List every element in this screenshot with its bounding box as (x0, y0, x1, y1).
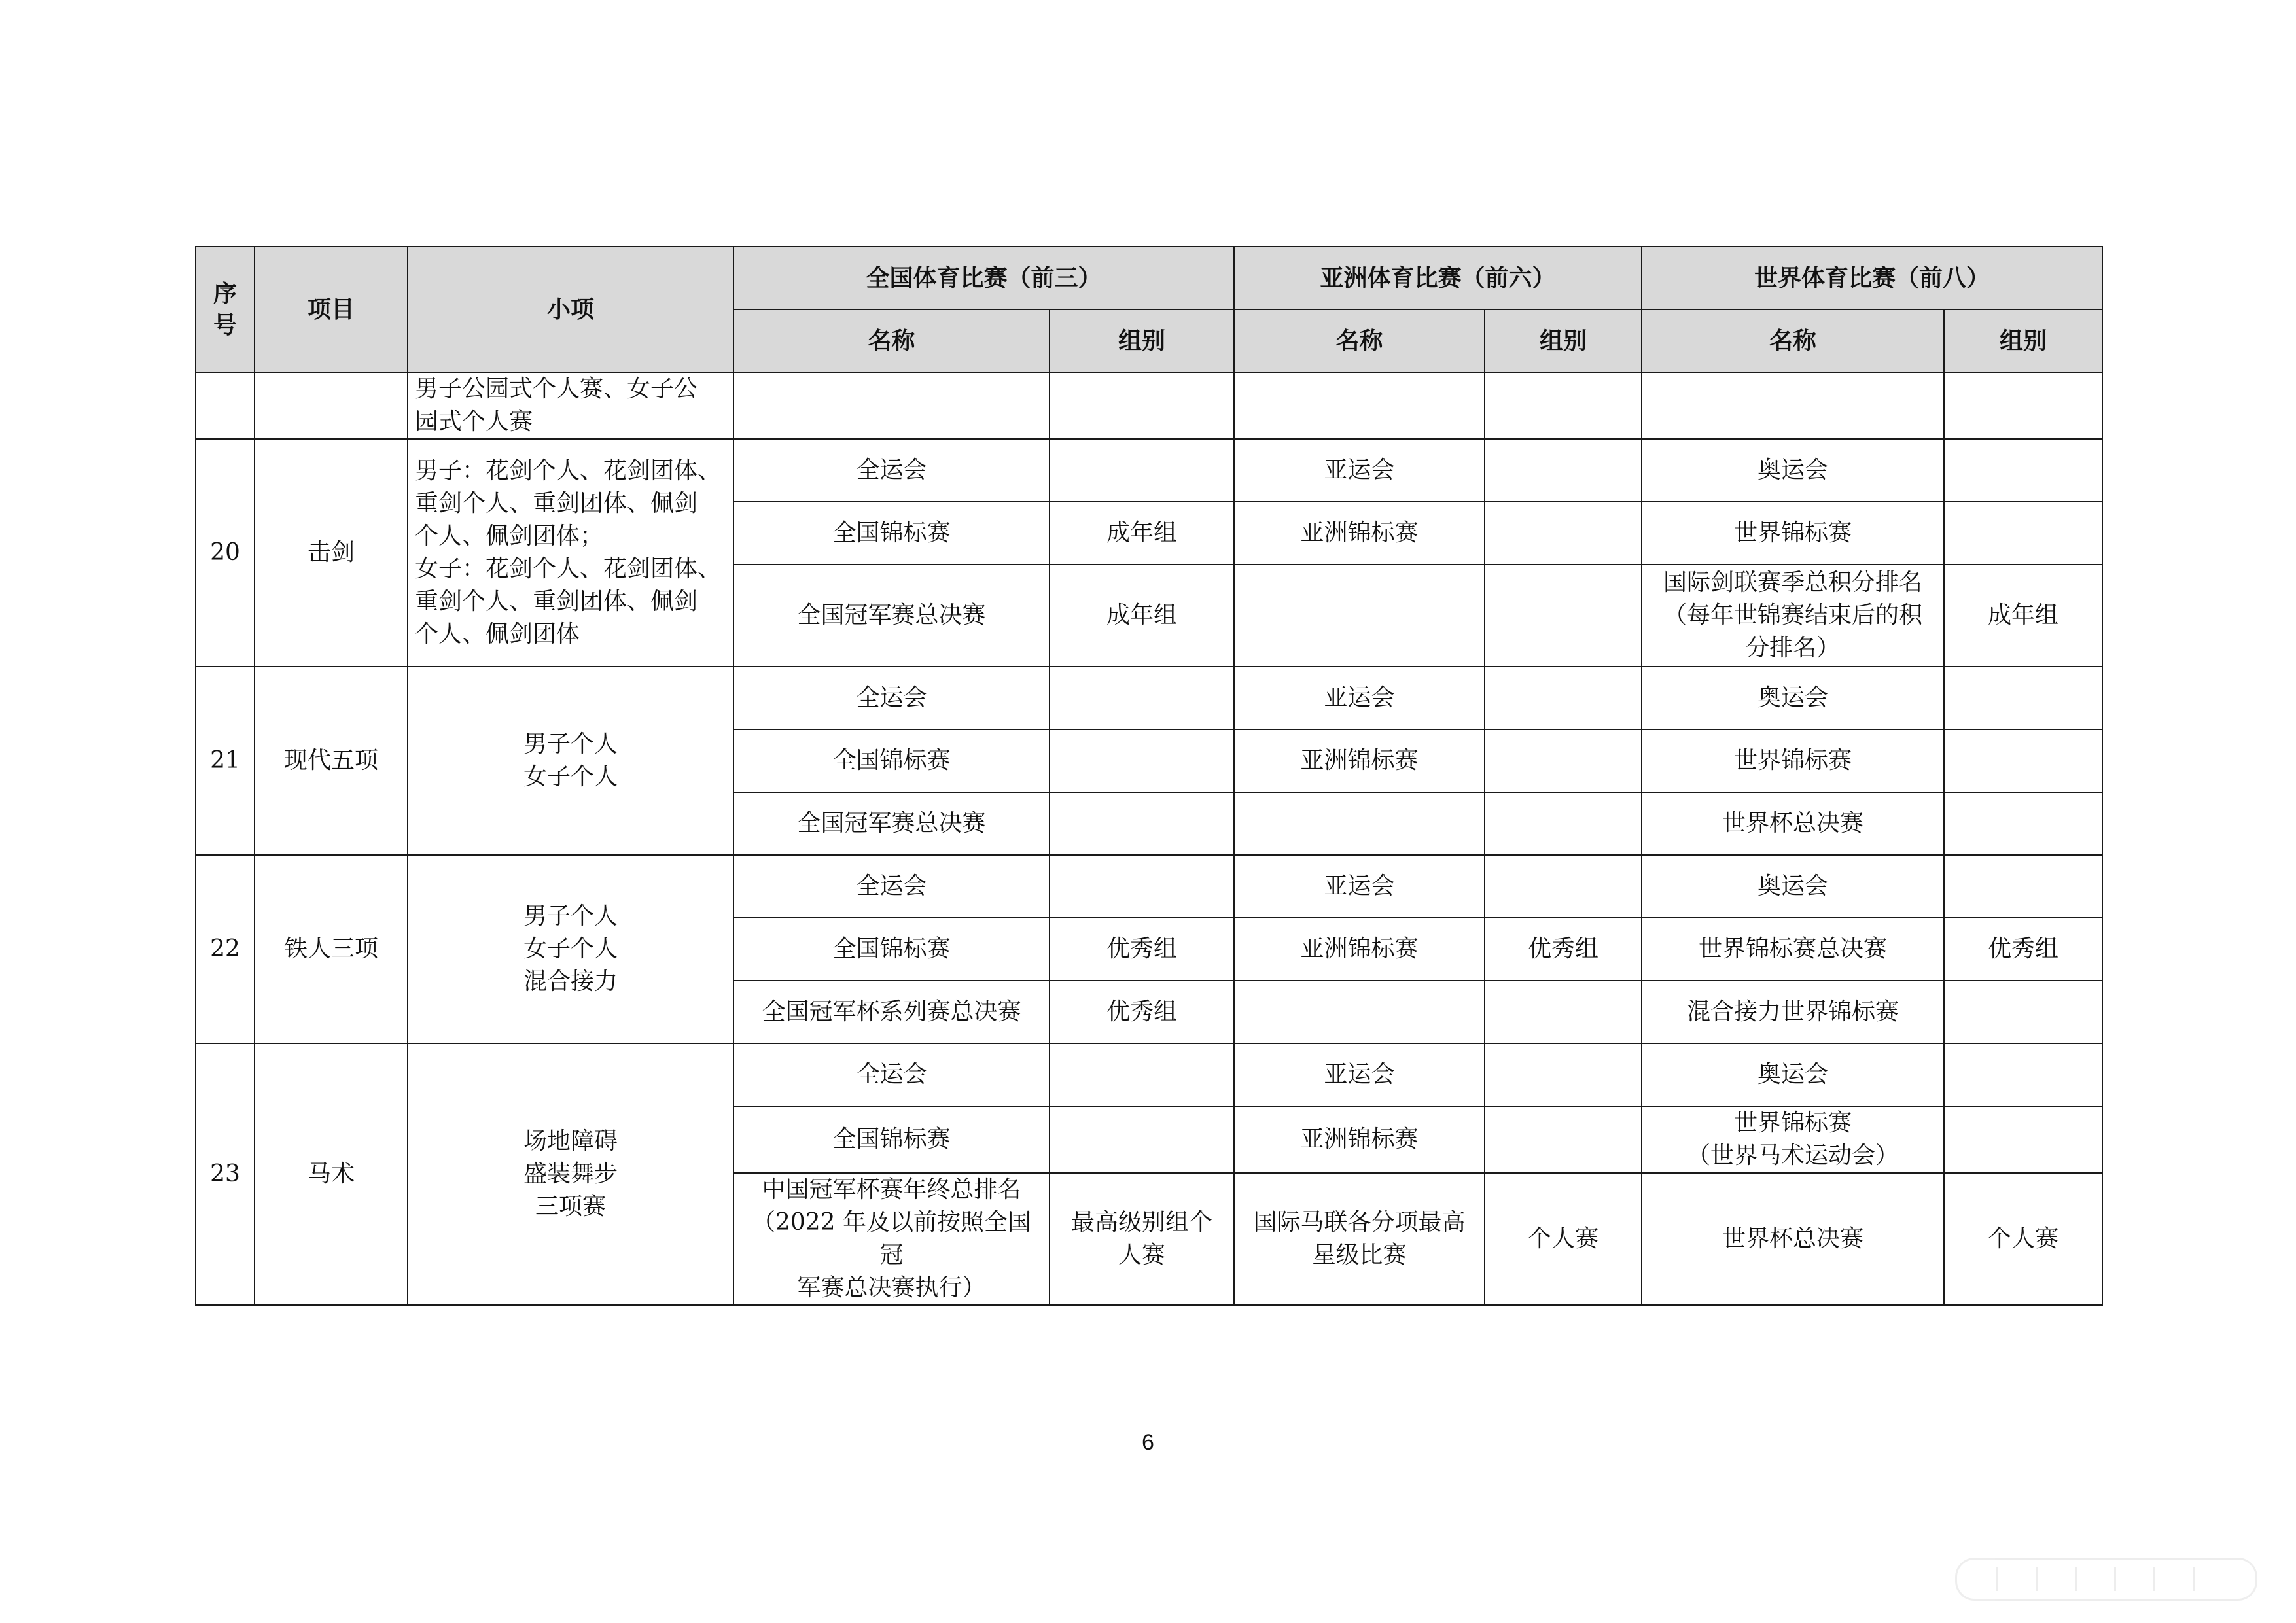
sub-item-cell (408, 372, 733, 439)
sub-item-line: 重剑个人、重剑团体、佩剑 (415, 588, 698, 615)
project-cell: 击剑 (255, 439, 408, 667)
national-group-line: 人赛 (1118, 1242, 1166, 1268)
sub-item-line: 男子公园式个人赛、女子公 (415, 375, 698, 402)
national-group-cell (1050, 1043, 1234, 1106)
world-group-cell (1944, 372, 2102, 439)
world-group-cell (1944, 855, 2102, 918)
sub-item-line: 混合接力 (523, 968, 618, 995)
sub-item-line: 男子：花剑个人、花剑团体、 (415, 457, 722, 484)
world-name-cell (1642, 1106, 1944, 1173)
project-cell: 马术 (255, 1043, 408, 1305)
asian-name-cell (1234, 981, 1485, 1043)
table-row (196, 439, 2102, 502)
national-group-cell (1050, 667, 1234, 729)
sub-item-line: 个人、佩剑团体 (415, 621, 580, 648)
world-name-cell: 世界锦标赛总决赛 (1642, 918, 1944, 981)
asian-name-cell: 亚运会 (1234, 1043, 1485, 1106)
world-group-cell (1944, 792, 2102, 855)
world-group-cell (1944, 667, 2102, 729)
project-cell: 铁人三项 (255, 855, 408, 1043)
table-row (196, 1043, 2102, 1106)
sub-item-line: 男子个人 (523, 731, 618, 758)
world-group-cell (1944, 1106, 2102, 1173)
world-name-line: 世界锦标赛 (1734, 1109, 1852, 1136)
page-number: 6 (1142, 1430, 1154, 1455)
sub-item-line: 男子个人 (523, 903, 618, 930)
asian-group-cell (1485, 565, 1642, 667)
asian-group-cell (1485, 729, 1642, 792)
national-group-cell: 优秀组 (1050, 981, 1234, 1043)
national-group-cell: 成年组 (1050, 565, 1234, 667)
asian-group-cell (1485, 792, 1642, 855)
national-group-cell (1050, 1173, 1234, 1305)
sub-item-line: 盛装舞步 (523, 1161, 618, 1187)
national-name-cell: 全国锦标赛 (733, 729, 1050, 792)
asian-group-cell (1485, 667, 1642, 729)
seq-cell (196, 372, 255, 439)
world-group-cell: 个人赛 (1944, 1173, 2102, 1305)
sub-item-cell (408, 855, 733, 1043)
asian-name-cell (1234, 565, 1485, 667)
world-name-cell: 世界杯总决赛 (1642, 1173, 1944, 1305)
asian-name-cell: 亚洲锦标赛 (1234, 918, 1485, 981)
national-name-cell: 全国锦标赛 (733, 918, 1050, 981)
sub-item-line: 女子：花剑个人、花剑团体、 (415, 555, 722, 582)
national-group-cell (1050, 855, 1234, 918)
seq-cell: 20 (196, 439, 255, 667)
world-name-cell: 世界杯总决赛 (1642, 792, 1944, 855)
table-row (196, 855, 2102, 918)
national-name-line: 中国冠军杯赛年终总排名 (762, 1176, 1021, 1203)
asian-group-cell: 优秀组 (1485, 918, 1642, 981)
header-project: 项目 (255, 247, 408, 372)
header-national-group: 组别 (1050, 309, 1234, 372)
national-group-cell (1050, 792, 1234, 855)
asian-name-cell: 亚运会 (1234, 439, 1485, 502)
world-name-cell (1642, 565, 1944, 667)
asian-name-line: 星级比赛 (1312, 1242, 1407, 1268)
table-row (196, 372, 2102, 439)
world-name-line: 国际剑联赛季总积分排名 (1663, 569, 1923, 596)
national-name-cell: 全运会 (733, 1043, 1050, 1106)
national-group-cell: 优秀组 (1050, 918, 1234, 981)
national-group-cell: 成年组 (1050, 502, 1234, 565)
header-world-name: 名称 (1642, 309, 1944, 372)
world-name-cell (1642, 372, 1944, 439)
national-name-cell: 全国锦标赛 (733, 502, 1050, 565)
asian-group-cell (1485, 439, 1642, 502)
header-national-name: 名称 (733, 309, 1050, 372)
world-name-cell: 世界锦标赛 (1642, 729, 1944, 792)
asian-name-cell: 亚运会 (1234, 855, 1485, 918)
national-name-cell: 全国冠军赛总决赛 (733, 792, 1050, 855)
sub-item-line: 三项赛 (535, 1193, 606, 1220)
header-world: 世界体育比赛（前八） (1642, 247, 2102, 309)
national-name-line: （2022 年及以前按照全国冠 (751, 1209, 1032, 1268)
world-name-line: 分排名） (1746, 635, 1841, 661)
header-world-group: 组别 (1944, 309, 2102, 372)
seq-cell: 22 (196, 855, 255, 1043)
national-group-cell (1050, 1106, 1234, 1173)
sub-item-line: 重剑个人、重剑团体、佩剑 (415, 490, 698, 517)
world-name-cell: 奥运会 (1642, 1043, 1944, 1106)
national-name-cell: 全运会 (733, 855, 1050, 918)
world-group-cell (1944, 729, 2102, 792)
world-group-cell (1944, 981, 2102, 1043)
world-name-line: （每年世锦赛结束后的积 (1663, 602, 1923, 629)
sub-item-line: 个人、佩剑团体； (415, 523, 604, 550)
national-group-cell (1050, 439, 1234, 502)
sub-item-line: 园式个人赛 (415, 408, 533, 435)
world-name-cell: 奥运会 (1642, 855, 1944, 918)
sub-item-line: 场地障碍 (523, 1128, 618, 1155)
asian-name-cell: 亚洲锦标赛 (1234, 729, 1485, 792)
national-name-cell: 全运会 (733, 439, 1050, 502)
seq-cell: 21 (196, 667, 255, 855)
sub-item-cell (408, 439, 733, 667)
national-name-cell (733, 1173, 1050, 1305)
sub-item-cell (408, 1043, 733, 1305)
project-cell (255, 372, 408, 439)
sub-item-cell (408, 667, 733, 855)
national-group-cell (1050, 729, 1234, 792)
sub-item-line: 女子个人 (523, 935, 618, 962)
world-group-cell (1944, 1043, 2102, 1106)
national-name-cell: 全运会 (733, 667, 1050, 729)
asian-name-cell: 亚运会 (1234, 667, 1485, 729)
world-group-cell: 成年组 (1944, 565, 2102, 667)
seq-cell: 23 (196, 1043, 255, 1305)
asian-name-cell (1234, 792, 1485, 855)
national-name-line: 军赛总决赛执行） (797, 1274, 986, 1301)
table-row (196, 667, 2102, 729)
national-name-cell: 全国锦标赛 (733, 1106, 1050, 1173)
header-seq: 序号 (196, 247, 255, 372)
world-group-cell (1944, 439, 2102, 502)
world-name-cell: 世界锦标赛 (1642, 502, 1944, 565)
asian-group-cell (1485, 855, 1642, 918)
national-group-line: 最高级别组个 (1071, 1209, 1213, 1236)
watermark-logo (1955, 1558, 2257, 1601)
sub-item-line: 女子个人 (523, 763, 618, 790)
world-name-cell: 混合接力世界锦标赛 (1642, 981, 1944, 1043)
national-group-cell (1050, 372, 1234, 439)
header-asian-name: 名称 (1234, 309, 1485, 372)
national-name-cell (733, 372, 1050, 439)
header-sub-item: 小项 (408, 247, 733, 372)
asian-group-cell (1485, 1106, 1642, 1173)
header-national: 全国体育比赛（前三） (733, 247, 1234, 309)
competition-table (195, 246, 2103, 1306)
asian-name-cell: 亚洲锦标赛 (1234, 1106, 1485, 1173)
asian-name-cell: 亚洲锦标赛 (1234, 502, 1485, 565)
asian-group-cell (1485, 502, 1642, 565)
national-name-cell: 全国冠军杯系列赛总决赛 (733, 981, 1050, 1043)
asian-group-cell (1485, 981, 1642, 1043)
world-name-cell: 奥运会 (1642, 439, 1944, 502)
asian-name-cell (1234, 372, 1485, 439)
world-group-cell: 优秀组 (1944, 918, 2102, 981)
world-name-line: （世界马术运动会） (1687, 1142, 1899, 1169)
header-asian: 亚洲体育比赛（前六） (1234, 247, 1642, 309)
asian-name-cell (1234, 1173, 1485, 1305)
national-name-cell: 全国冠军赛总决赛 (733, 565, 1050, 667)
asian-name-line: 国际马联各分项最高 (1253, 1209, 1466, 1236)
asian-group-cell: 个人赛 (1485, 1173, 1642, 1305)
world-name-cell: 奥运会 (1642, 667, 1944, 729)
asian-group-cell (1485, 372, 1642, 439)
world-group-cell (1944, 502, 2102, 565)
asian-group-cell (1485, 1043, 1642, 1106)
header-asian-group: 组别 (1485, 309, 1642, 372)
project-cell: 现代五项 (255, 667, 408, 855)
